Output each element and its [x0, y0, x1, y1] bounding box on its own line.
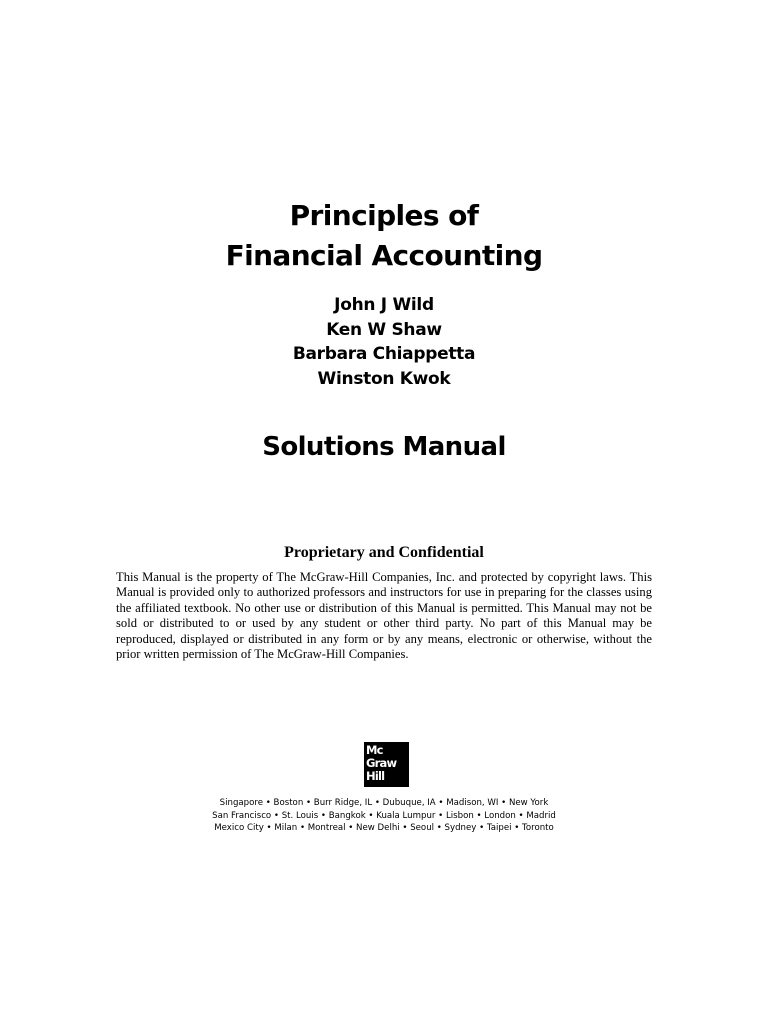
author-name: Winston Kwok	[317, 368, 451, 389]
book-subtitle: Solutions Manual	[262, 432, 506, 462]
notice-body: This Manual is the property of The McGraw-Hill Companies, Inc. and protected by copyright laws. This Manual is provided only to authorized professors and instructors for use in preparing for the classes using the affiliated textbook. No other use or distribution of this Manual is permitted. This Manual may not be sold or distributed to or used by any student or other third party. No part of this Manual may be reproduced, displayed or distributed in any form or by any means, electronic or otherwise, without the prior written permission of The McGraw-Hill Companies.	[116, 570, 652, 662]
logo-text-line: Hill	[366, 769, 385, 783]
mcgraw-hill-logo	[364, 742, 409, 787]
city-line: Singapore • Boston • Burr Ridge, IL • Dubuque, IA • Madison, WI • New York	[219, 798, 549, 808]
notice-heading: Proprietary and Confidential	[284, 544, 484, 561]
logo-text-line: Mc	[366, 743, 383, 757]
author-name: Barbara Chiappetta	[292, 344, 476, 364]
book-title-line-1: Principles of	[289, 199, 479, 232]
author-list	[0, 293, 768, 391]
city-line: San Francisco • St. Louis • Bangkok • Kuala Lumpur • Lisbon • London • Madrid	[212, 810, 556, 821]
city-line: Mexico City • Milan • Montreal • New Delhi • Seoul • Sydney • Taipei • Toronto	[214, 823, 554, 833]
book-title-line-2: Financial Accounting	[225, 239, 543, 272]
publisher-cities	[0, 797, 768, 835]
author-name: John J Wild	[334, 295, 434, 315]
author-name: Ken W Shaw	[326, 319, 442, 340]
book-title	[0, 196, 768, 276]
logo-text-line: Graw	[366, 756, 397, 770]
